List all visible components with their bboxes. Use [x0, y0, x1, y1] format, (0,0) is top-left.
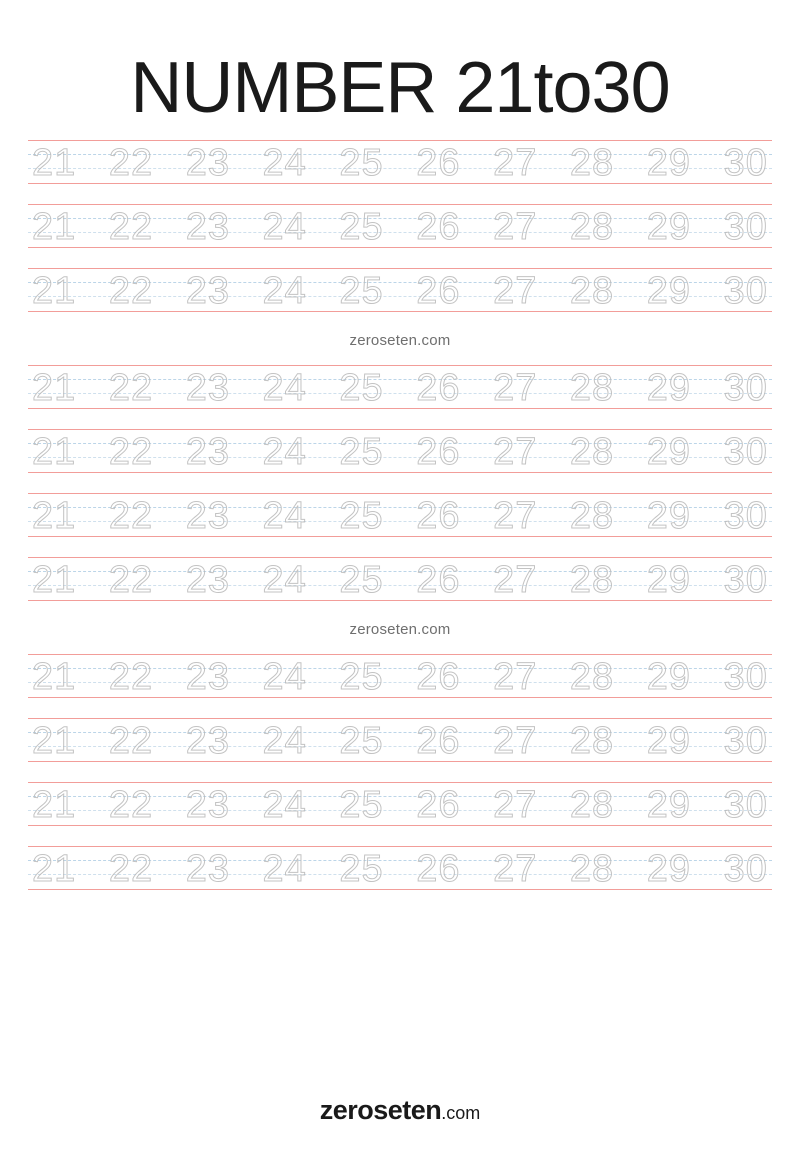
trace-number: 25 — [339, 656, 384, 698]
trace-number: 24 — [262, 784, 307, 826]
tracing-row — [28, 551, 772, 607]
trace-number: 28 — [569, 431, 615, 473]
trace-number: 27 — [493, 431, 538, 473]
trace-number: 22 — [108, 367, 154, 409]
trace-number: 27 — [493, 142, 538, 184]
trace-number: 21 — [32, 656, 77, 698]
trace-number: 21 — [32, 495, 77, 537]
trace-number: 22 — [108, 270, 154, 312]
tracing-row — [28, 840, 772, 896]
trace-number: 28 — [569, 495, 615, 537]
trace-number: 28 — [569, 142, 615, 184]
footer — [0, 1095, 800, 1126]
trace-number: 25 — [339, 206, 384, 248]
trace-number: 25 — [339, 270, 384, 312]
trace-number: 23 — [185, 431, 230, 473]
trace-number: 30 — [723, 848, 768, 890]
trace-number: 24 — [262, 848, 307, 890]
trace-number: 27 — [493, 784, 538, 826]
trace-number: 22 — [108, 848, 154, 890]
trace-number: 27 — [493, 720, 538, 762]
trace-number: 29 — [646, 270, 692, 312]
trace-number: 29 — [646, 720, 692, 762]
trace-number: 22 — [108, 720, 154, 762]
number-strip — [28, 361, 772, 413]
trace-number: 23 — [185, 848, 230, 890]
trace-number: 24 — [262, 431, 307, 473]
number-strip — [28, 778, 772, 830]
trace-number: 29 — [646, 495, 692, 537]
trace-number: 24 — [262, 206, 307, 248]
trace-number: 30 — [723, 270, 768, 312]
tracing-row — [28, 198, 772, 254]
trace-number: 30 — [723, 495, 768, 537]
trace-number: 22 — [108, 656, 154, 698]
trace-number: 22 — [108, 559, 154, 601]
trace-number: 30 — [723, 720, 768, 762]
trace-number: 24 — [262, 270, 307, 312]
trace-number: 26 — [416, 848, 461, 890]
trace-number: 29 — [646, 656, 692, 698]
tracing-row — [28, 487, 772, 543]
tracing-row — [28, 262, 772, 318]
trace-number: 21 — [32, 206, 77, 248]
trace-number: 22 — [108, 142, 154, 184]
trace-number: 25 — [339, 367, 384, 409]
trace-number: 21 — [32, 784, 77, 826]
trace-number: 26 — [416, 270, 461, 312]
trace-number: 25 — [339, 495, 384, 537]
trace-number: 26 — [416, 559, 461, 601]
trace-number: 25 — [339, 431, 384, 473]
trace-number: 27 — [493, 848, 538, 890]
trace-number: 21 — [32, 720, 77, 762]
trace-number: 28 — [569, 848, 615, 890]
trace-number: 25 — [339, 142, 384, 184]
trace-number: 24 — [262, 367, 307, 409]
trace-number: 22 — [108, 431, 154, 473]
trace-number: 28 — [569, 656, 615, 698]
trace-number: 27 — [493, 270, 538, 312]
watermark: zeroseten.com — [349, 621, 451, 638]
trace-number: 27 — [493, 495, 538, 537]
trace-number: 29 — [646, 367, 692, 409]
trace-number: 26 — [416, 656, 461, 698]
tracing-row — [28, 359, 772, 415]
trace-number: 22 — [108, 784, 154, 826]
trace-number: 30 — [723, 142, 768, 184]
trace-number: 26 — [416, 720, 461, 762]
number-strip — [28, 200, 772, 252]
trace-number: 25 — [339, 848, 384, 890]
tracing-row — [28, 776, 772, 832]
trace-number: 23 — [185, 270, 230, 312]
trace-number: 25 — [339, 784, 384, 826]
trace-number: 28 — [569, 270, 615, 312]
number-strip — [28, 842, 772, 894]
trace-number: 21 — [32, 367, 77, 409]
trace-number: 23 — [185, 656, 230, 698]
trace-number: 29 — [646, 559, 692, 601]
trace-number: 23 — [185, 559, 230, 601]
tracing-row — [28, 423, 772, 479]
trace-number: 29 — [646, 431, 692, 473]
trace-number: 26 — [416, 784, 461, 826]
number-strip — [28, 650, 772, 702]
trace-number: 30 — [723, 559, 768, 601]
trace-number: 22 — [108, 206, 154, 248]
trace-number: 21 — [32, 142, 77, 184]
tracing-row — [28, 648, 772, 704]
tracing-row — [28, 134, 772, 190]
practice-rows — [28, 134, 772, 896]
number-strip — [28, 489, 772, 541]
number-strip — [28, 714, 772, 766]
trace-number: 24 — [262, 559, 307, 601]
number-strip — [28, 553, 772, 605]
trace-number: 28 — [569, 720, 615, 762]
tracing-row — [28, 712, 772, 768]
trace-number: 23 — [185, 367, 230, 409]
trace-number: 27 — [493, 206, 538, 248]
trace-number: 25 — [339, 720, 384, 762]
trace-number: 27 — [493, 367, 538, 409]
brand-name: zeroseten — [319, 1095, 442, 1125]
trace-number: 21 — [32, 270, 77, 312]
trace-number: 26 — [416, 367, 461, 409]
trace-number: 30 — [723, 784, 768, 826]
trace-number: 29 — [646, 142, 692, 184]
trace-number: 24 — [262, 142, 307, 184]
number-strip — [28, 264, 772, 316]
watermark: zeroseten.com — [349, 332, 451, 349]
trace-number: 29 — [646, 784, 692, 826]
trace-number: 24 — [262, 495, 307, 537]
trace-number: 26 — [416, 142, 461, 184]
trace-number: 26 — [416, 431, 461, 473]
trace-number: 24 — [262, 656, 307, 698]
trace-number: 28 — [569, 206, 615, 248]
trace-number: 29 — [646, 206, 692, 248]
trace-number: 27 — [493, 559, 538, 601]
trace-number: 21 — [32, 848, 77, 890]
trace-number: 28 — [569, 784, 615, 826]
number-strip — [28, 425, 772, 477]
trace-number: 29 — [646, 848, 692, 890]
trace-number: 28 — [569, 559, 615, 601]
trace-number: 28 — [569, 367, 615, 409]
trace-number: 22 — [108, 495, 154, 537]
trace-number: 27 — [493, 656, 538, 698]
trace-number: 30 — [723, 367, 768, 409]
trace-number: 24 — [262, 720, 307, 762]
page-title: NUMBER 21to30 — [130, 48, 670, 128]
trace-number: 25 — [339, 559, 384, 601]
trace-number: 21 — [32, 559, 77, 601]
trace-number: 30 — [723, 206, 768, 248]
brand-tld: .com — [441, 1103, 481, 1123]
trace-number: 26 — [416, 495, 461, 537]
number-strip — [28, 136, 772, 188]
trace-number: 23 — [185, 784, 230, 826]
trace-number: 23 — [185, 495, 230, 537]
trace-number: 23 — [185, 142, 230, 184]
trace-number: 30 — [723, 431, 768, 473]
trace-number: 23 — [185, 206, 230, 248]
trace-number: 21 — [32, 431, 77, 473]
trace-number: 23 — [185, 720, 230, 762]
trace-number: 26 — [416, 206, 461, 248]
trace-number: 30 — [723, 656, 768, 698]
